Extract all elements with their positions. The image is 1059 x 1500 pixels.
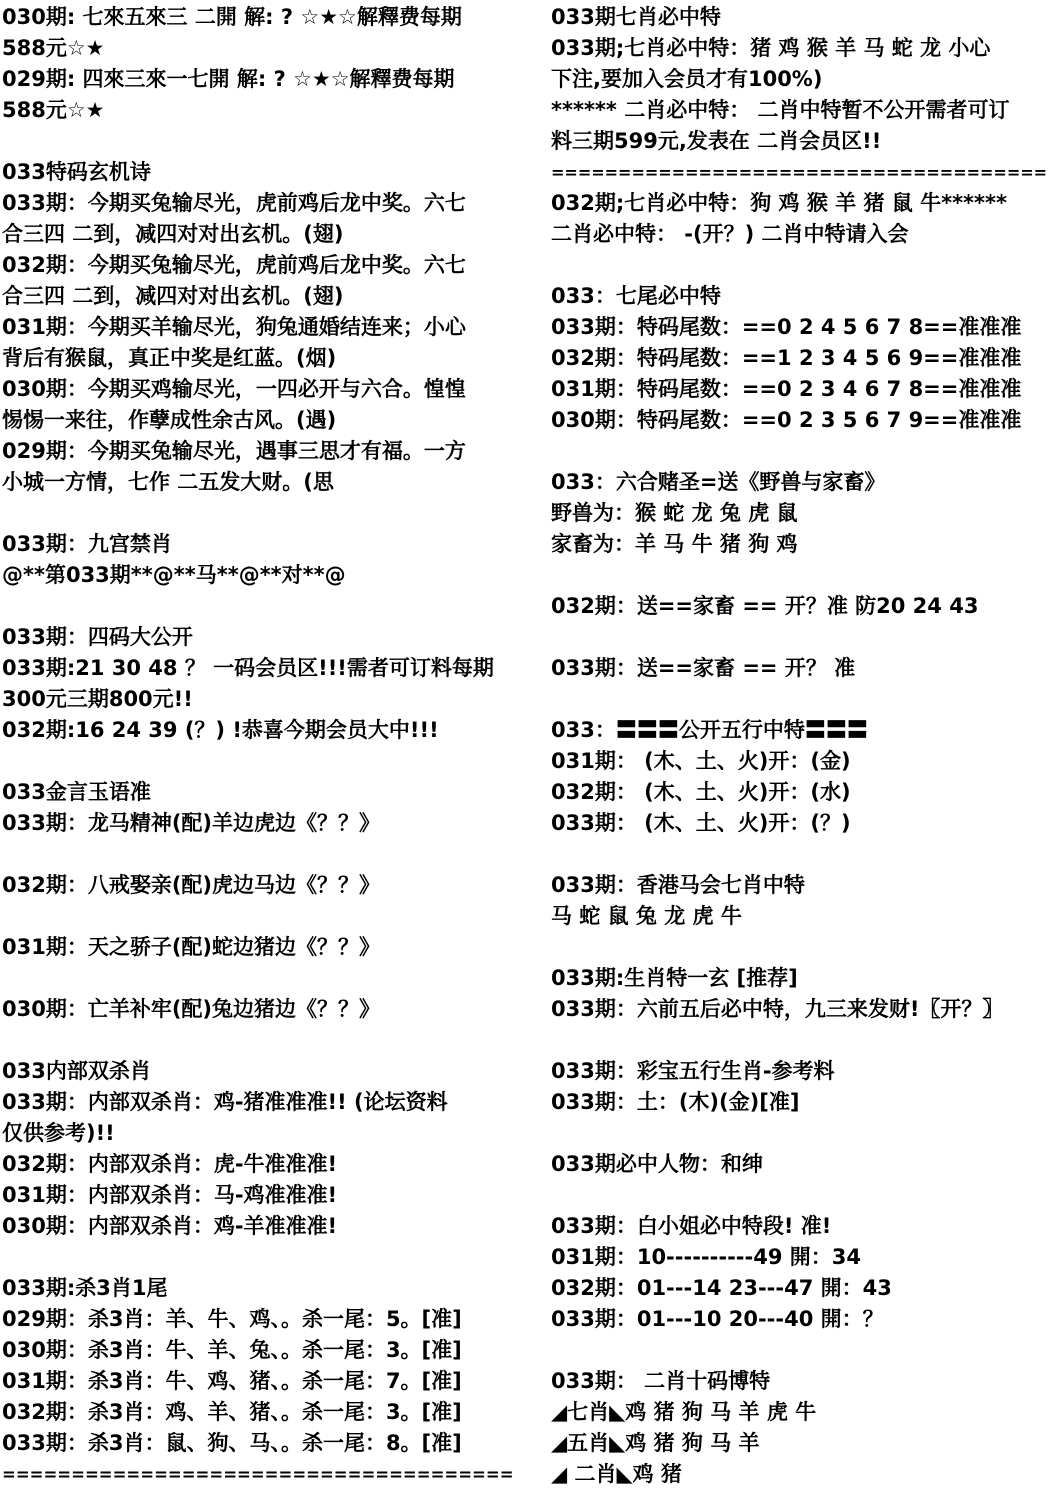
right-text-line: 033期：送==家畜 == 开？ 准 — [551, 656, 856, 680]
left-text-line — [2, 498, 522, 529]
right-text-line — [551, 622, 1059, 653]
left-text-line: 033金言玉语准 — [2, 780, 151, 804]
right-text-line: 031期：10----------49 開：34 — [551, 1245, 861, 1269]
left-text-line: 030期：今期买鸡输尽光，一四必开与六合。惶惶 — [2, 377, 466, 401]
left-text-line: 033期：内部双杀肖：鸡-猪准准准!! (论坛资料 — [2, 1090, 448, 1114]
left-text-line: 031期：内部双杀肖：马-鸡准准准! — [2, 1183, 338, 1207]
left-text-line: 032期:16 24 39 (？) !恭喜今期会员大中!!! — [2, 718, 439, 742]
left-text-line: 030期：杀3肖：牛、羊、兔、。杀一尾：3。[准] — [2, 1338, 462, 1362]
right-text-line — [551, 560, 1059, 591]
right-text-line: 033期：香港马会七肖中特 — [551, 873, 805, 897]
left-text-line: 031期：今期买羊输尽光，狗兔通婚结连来；小心 — [2, 315, 466, 339]
right-text-line: 033期：01---10 20---40 開：？ — [551, 1307, 884, 1331]
left-text-line: @**第033期**@**马**@**对**@ — [2, 563, 346, 587]
right-text-line: ===================================== — [551, 163, 1048, 182]
left-text-line: 合三四 二到，减四对对出玄机。(翅) — [2, 284, 344, 308]
right-text-line: 033期： 二肖十码博特 — [551, 1369, 771, 1393]
left-text-line: 029期: 四來三來一七開 解: ? ☆★☆解釋费每期 — [2, 67, 455, 91]
right-text-line: 033期：土：(木)(金)[准] — [551, 1090, 800, 1114]
right-text-line: 家畜为：羊 马 牛 猪 狗 鸡 — [551, 532, 798, 556]
left-text-line: 033期:杀3肖1尾 — [2, 1276, 168, 1300]
right-text-line: ****** 二肖必中特： 二肖中特暂不公开需者可订 — [551, 98, 1010, 122]
left-column — [2, 2, 522, 1490]
left-text-line: 588元☆★ — [2, 36, 105, 60]
right-text-line: ◢七肖◣鸡 猪 狗 马 羊 虎 牛 — [551, 1400, 817, 1424]
left-text-line — [2, 1025, 522, 1056]
right-text-line — [551, 684, 1059, 715]
left-text-line — [2, 126, 522, 157]
right-text-line: 031期：特码尾数：==0 2 3 4 6 7 8==准准准 — [551, 377, 1022, 401]
right-text-line — [551, 932, 1059, 963]
right-text-line — [551, 1335, 1059, 1366]
left-text-line: 030期: 七來五來三 二開 解: ? ☆★☆解釋费每期 — [2, 5, 462, 29]
right-text-line: 033期;七肖必中特：猪 鸡 猴 羊 马 蛇 龙 小心 — [551, 36, 991, 60]
left-text-line: 588元☆★ — [2, 98, 105, 122]
right-text-line — [551, 1025, 1059, 1056]
left-text-line: 031期：天之骄子(配)蛇边猪边《？？》 — [2, 935, 381, 959]
left-text-line — [2, 1242, 522, 1273]
right-text-line: 033期：彩宝五行生肖-参考料 — [551, 1059, 835, 1083]
right-text-line: ◢五肖◣鸡 猪 狗 马 羊 — [551, 1431, 760, 1455]
right-text-line: 野兽为：猴 蛇 龙 兔 虎 鼠 — [551, 501, 798, 525]
right-text-line: 033期:生肖特一玄 [推荐] — [551, 966, 798, 990]
left-text-line: 惕惕一来往，作孽成性余古风。(遇) — [2, 408, 337, 432]
left-text-line: 032期：八戒娶亲(配)虎边马边《？？》 — [2, 873, 381, 897]
right-text-line: 032期：01---14 23---47 開：43 — [551, 1276, 892, 1300]
left-text-line: 033特码玄机诗 — [2, 160, 151, 184]
left-text-line: 033期：龙马精神(配)羊边虎边《？？》 — [2, 811, 381, 835]
left-text-line: 032期：杀3肖：鸡、羊、猪、。杀一尾：3。[准] — [2, 1400, 462, 1424]
right-text-line: 033：六合赌圣=送《野兽与家畜》 — [551, 470, 886, 494]
right-text-line: 033期： (木、土、火)开：(？) — [551, 811, 851, 835]
right-text-line: 030期：特码尾数：==0 2 3 5 6 7 9==准准准 — [551, 408, 1022, 432]
right-text-line: 032期;七肖必中特：狗 鸡 猴 羊 猪 鼠 牛****** — [551, 191, 1007, 215]
right-text-line: 033：七尾必中特 — [551, 284, 721, 308]
right-text-line: 031期： (木、土、火)开：(金) — [551, 749, 851, 773]
left-text-line: 031期：杀3肖：牛、鸡、猪、。杀一尾：7。[准] — [2, 1369, 462, 1393]
left-text-line: 仅供参考)!! — [2, 1121, 115, 1145]
right-text-line: 032期：送==家畜 == 开？准 防20 24 43 — [551, 594, 979, 618]
right-text-line: 马 蛇 鼠 兔 龙 虎 牛 — [551, 904, 742, 928]
right-text-line — [551, 839, 1059, 870]
right-text-line: 032期： (木、土、火)开：(水) — [551, 780, 851, 804]
left-text-line: 小城一方情，七作 二五发大财。(思 — [2, 470, 334, 494]
right-text-line: 料三期599元,发表在 二肖会员区!! — [551, 129, 882, 153]
left-text-line — [2, 963, 522, 994]
left-text-line: 背后有猴鼠，真正中奖是红蓝。(烟) — [2, 346, 337, 370]
right-column — [551, 2, 1059, 1490]
right-text-line — [551, 1118, 1059, 1149]
right-text-line: 下注,要加入会员才有100%) — [551, 67, 823, 91]
left-text-line: 030期：内部双杀肖：鸡-羊准准准! — [2, 1214, 338, 1238]
left-text-line: 300元三期800元!! — [2, 687, 193, 711]
right-text-line: 033期必中人物：和绅 — [551, 1152, 763, 1176]
right-text-line — [551, 436, 1059, 467]
left-text-line: 033期：四码大公开 — [2, 625, 193, 649]
right-text-line: 033期：白小姐必中特段! 准! — [551, 1214, 832, 1238]
left-text-line: 029期：杀3肖：羊、牛、鸡、。杀一尾：5。[准] — [2, 1307, 462, 1331]
left-text-line — [2, 839, 522, 870]
left-text-line: 032期：内部双杀肖：虎-牛准准准! — [2, 1152, 338, 1176]
left-text-line: ===================================== — [2, 1465, 514, 1484]
left-text-line: 033内部双杀肖 — [2, 1059, 151, 1083]
left-text-line: 033期:21 30 48 ？ 一码会员区!!!需者可订料每期 — [2, 656, 494, 680]
left-text-line: 033期：九宫禁肖 — [2, 532, 172, 556]
left-text-line — [2, 746, 522, 777]
right-text-line: 033期：六前五后必中特，九三来发财!〖开？〗 — [551, 997, 1004, 1021]
left-text-line: 032期：今期买兔输尽光，虎前鸡后龙中奖。六七 — [2, 253, 466, 277]
left-text-line: 合三四 二到，减四对对出玄机。(翅) — [2, 222, 344, 246]
right-text-line: 二肖必中特： -(开？) 二肖中特请入会 — [551, 222, 909, 246]
right-text-line — [551, 250, 1059, 281]
left-text-line: 033期：杀3肖：鼠、狗、马、。杀一尾：8。[准] — [2, 1431, 462, 1455]
left-text-line: 029期：今期买兔输尽光，遇事三思才有福。一方 — [2, 439, 466, 463]
right-text-line: 033期七肖必中特 — [551, 5, 721, 29]
right-text-line: ◢ 二肖◣鸡 猪 — [551, 1462, 682, 1486]
right-text-line: 033期：特码尾数：==0 2 4 5 6 7 8==准准准 — [551, 315, 1022, 339]
right-text-line: 032期：特码尾数：==1 2 3 4 5 6 9==准准准 — [551, 346, 1022, 370]
left-text-line — [2, 591, 522, 622]
left-text-line: 030期：亡羊补牢(配)兔边猪边《？？》 — [2, 997, 381, 1021]
left-text-line: 033期：今期买兔输尽光，虎前鸡后龙中奖。六七 — [2, 191, 466, 215]
right-text-line: 033：〓〓〓公开五行中特〓〓〓 — [551, 718, 868, 742]
left-text-line — [2, 901, 522, 932]
right-text-line — [551, 1180, 1059, 1211]
